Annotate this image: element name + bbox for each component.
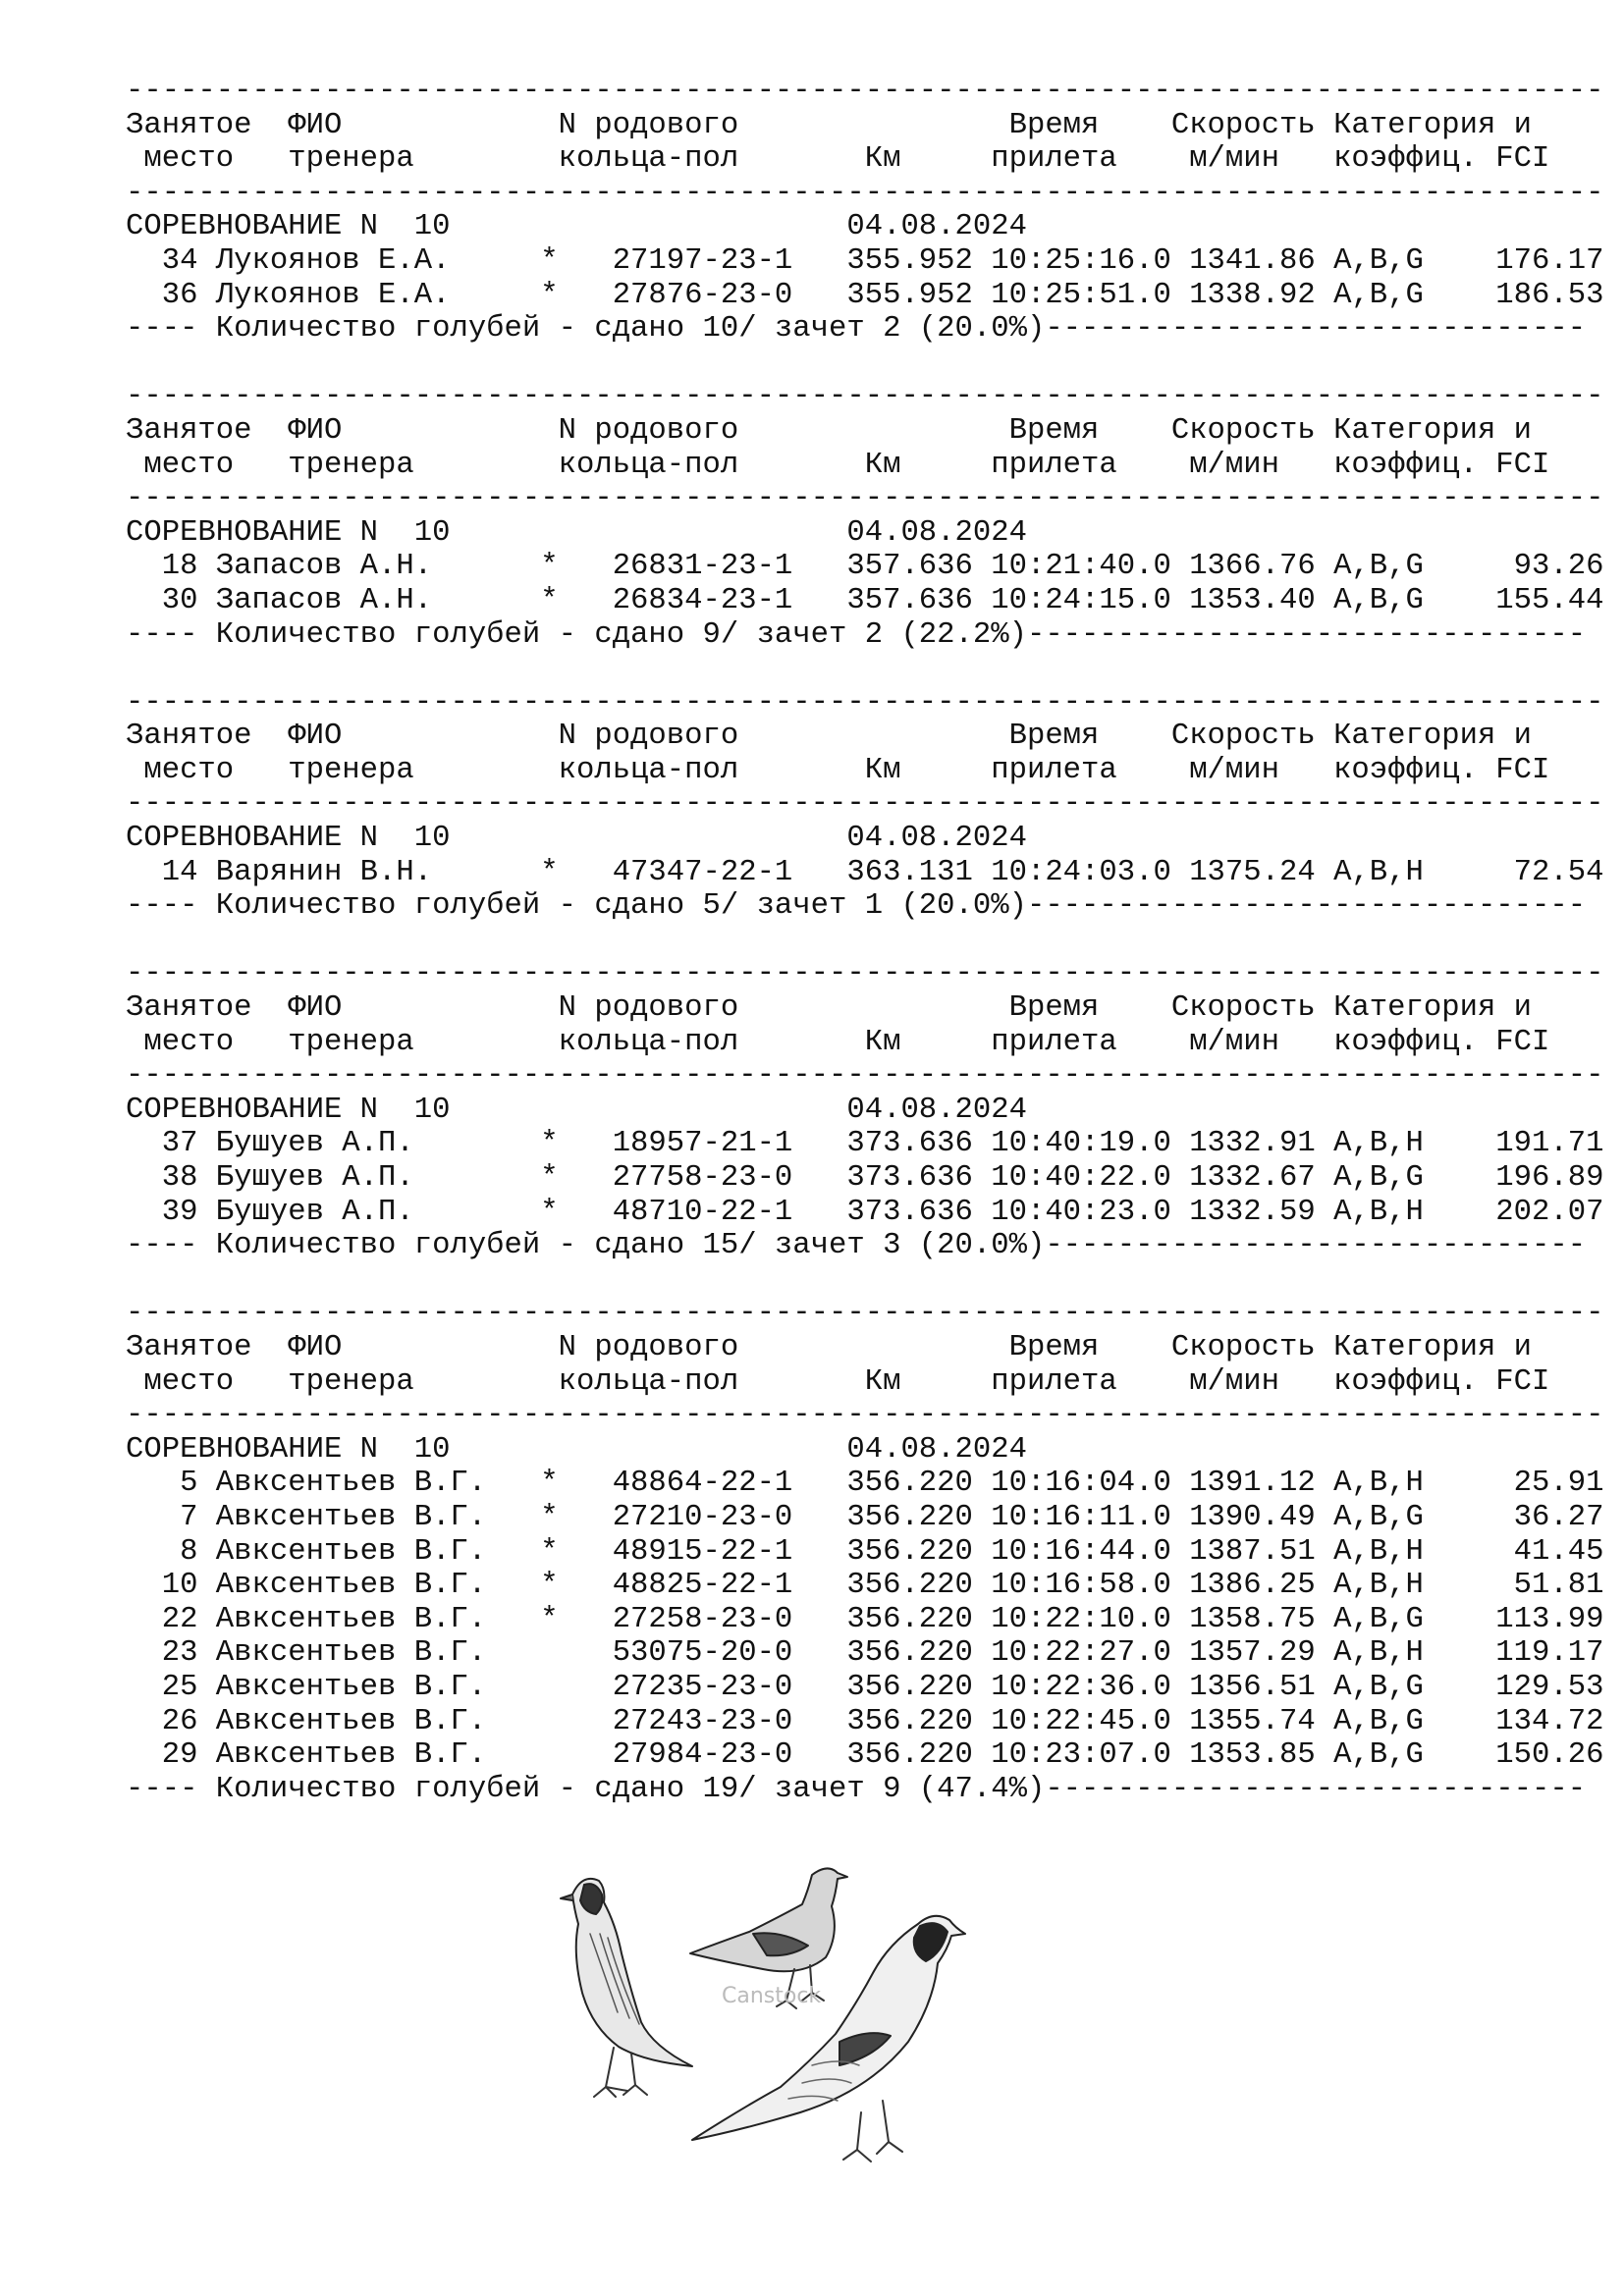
result-row: 8 Авксентьев В.Г. * 48915-22-1 356.220 10:16:44.0 1387.51 A,B,H 41.45 (126, 1534, 1604, 1569)
column-header-row1: Занятое ФИО N родового Время Скорость Категория и (126, 108, 1533, 142)
separator-line: ---------------------------------------------------------------------------------- (126, 1297, 1604, 1331)
column-header-row1: Занятое ФИО N родового Время Скорость Категория и (126, 720, 1533, 754)
result-row: 26 Авксентьев В.Г. 27243-23-0 356.220 10:22:45.0 1355.74 A,B,G 134.72 (126, 1704, 1604, 1738)
spacer (126, 347, 1603, 381)
competition-heading: СОРЕВНОВАНИЕ N 10 04.08.2024 (126, 1093, 1027, 1127)
group-summary: ---- Количество голубей - сдано 5/ зачет 1 (20.0%)------------------------------- (126, 889, 1587, 924)
result-row: 7 Авксентьев В.Г. * 27210-23-0 356.220 10:16:11.0 1390.49 A,B,G 36.27 (126, 1500, 1604, 1534)
result-row: 25 Авксентьев В.Г. 27235-23-0 356.220 10:22:36.0 1356.51 A,B,G 129.53 (126, 1670, 1604, 1704)
separator-line: ---------------------------------------------------------------------------------- (126, 482, 1604, 516)
watermark-text: Canstock (722, 1984, 822, 2008)
column-header-row2: место тренера кольца-пол Км прилета м/мин коэффиц. FCI (126, 1364, 1550, 1399)
pigeons-illustration (545, 1855, 987, 2218)
separator-line: ---------------------------------------------------------------------------------- (126, 1399, 1604, 1433)
result-row: 14 Варянин В.Н. * 47347-22-1 363.131 10:24:03.0 1375.24 A,B,H 72.54 (126, 855, 1604, 889)
column-header-row1: Занятое ФИО N родового Время Скорость Категория и (126, 991, 1533, 1026)
group-summary: ---- Количество голубей - сдано 19/ зачет 9 (47.4%)------------------------------ (126, 1772, 1587, 1806)
result-row: 39 Бушуев А.П. * 48710-22-1 373.636 10:40:23.0 1332.59 A,B,H 202.07 (126, 1195, 1604, 1229)
result-row: 23 Авксентьев В.Г. 53075-20-0 356.220 10:22:27.0 1357.29 A,B,H 119.17 (126, 1636, 1604, 1671)
result-row: 38 Бушуев А.П. * 27758-23-0 373.636 10:40:22.0 1332.67 A,B,G 196.89 (126, 1161, 1604, 1195)
spacer (126, 652, 1603, 686)
separator-line: ---------------------------------------------------------------------------------- (126, 957, 1604, 991)
competition-heading: СОРЕВНОВАНИЕ N 10 04.08.2024 (126, 210, 1027, 244)
result-row: 30 Запасов А.Н. * 26834-23-1 357.636 10:24:15.0 1353.40 A,B,G 155.44 (126, 583, 1604, 617)
column-header-row2: место тренера кольца-пол Км прилета м/мин коэффиц. FCI (126, 1025, 1550, 1059)
result-row: 34 Лукоянов Е.А. * 27197-23-1 355.952 10:25:16.0 1341.86 A,B,G 176.17 (126, 243, 1604, 278)
column-header-row1: Занятое ФИО N родового Время Скорость Категория и (126, 413, 1533, 448)
separator-line: ---------------------------------------------------------------------------------- (126, 75, 1604, 108)
result-row: 5 Авксентьев В.Г. * 48864-22-1 356.220 10:16:04.0 1391.12 A,B,H 25.91 (126, 1467, 1604, 1501)
separator-line: ---------------------------------------------------------------------------------- (126, 787, 1604, 822)
group-summary: ---- Количество голубей - сдано 9/ зачет 2 (22.2%)------------------------------- (126, 617, 1587, 652)
competition-heading: СОРЕВНОВАНИЕ N 10 04.08.2024 (126, 1432, 1027, 1467)
separator-line: ---------------------------------------------------------------------------------- (126, 380, 1604, 414)
separator-line: ---------------------------------------------------------------------------------- (126, 1059, 1604, 1094)
results-report (126, 75, 1603, 1806)
result-row: 29 Авксентьев В.Г. 27984-23-0 356.220 10:23:07.0 1353.85 A,B,G 150.26 (126, 1738, 1604, 1773)
separator-line: ---------------------------------------------------------------------------------- (126, 176, 1604, 210)
group-summary: ---- Количество голубей - сдано 15/ зачет 3 (20.0%)------------------------------ (126, 1229, 1587, 1263)
pigeon-left (561, 1879, 692, 2097)
column-header-row2: место тренера кольца-пол Км прилета м/мин коэффиц. FCI (126, 753, 1550, 787)
result-row: 18 Запасов А.Н. * 26831-23-1 357.636 10:21:40.0 1366.76 A,B,G 93.26 (126, 550, 1604, 584)
separator-line: ---------------------------------------------------------------------------------- (126, 685, 1604, 720)
competition-heading: СОРЕВНОВАНИЕ N 10 04.08.2024 (126, 515, 1027, 550)
group-summary: ---- Количество голубей - сдано 10/ зачет 2 (20.0%)------------------------------ (126, 312, 1587, 347)
competition-heading: СОРЕВНОВАНИЕ N 10 04.08.2024 (126, 822, 1027, 856)
result-row: 10 Авксентьев В.Г. * 48825-22-1 356.220 10:16:58.0 1386.25 A,B,H 51.81 (126, 1569, 1604, 1603)
column-header-row1: Занятое ФИО N родового Время Скорость Категория и (126, 1330, 1533, 1364)
pigeon-middle (690, 1868, 847, 2008)
result-row: 22 Авксентьев В.Г. * 27258-23-0 356.220 10:22:10.0 1358.75 A,B,G 113.99 (126, 1602, 1604, 1636)
spacer (126, 924, 1603, 958)
column-header-row2: место тренера кольца-пол Км прилета м/мин коэффиц. FCI (126, 448, 1550, 482)
spacer (126, 1263, 1603, 1298)
result-row: 37 Бушуев А.П. * 18957-21-1 373.636 10:40:19.0 1332.91 A,B,H 191.71 (126, 1127, 1604, 1161)
column-header-row2: место тренера кольца-пол Км прилета м/мин коэффиц. FCI (126, 142, 1550, 177)
result-row: 36 Лукоянов Е.А. * 27876-23-0 355.952 10:25:51.0 1338.92 A,B,G 186.53 (126, 278, 1604, 312)
